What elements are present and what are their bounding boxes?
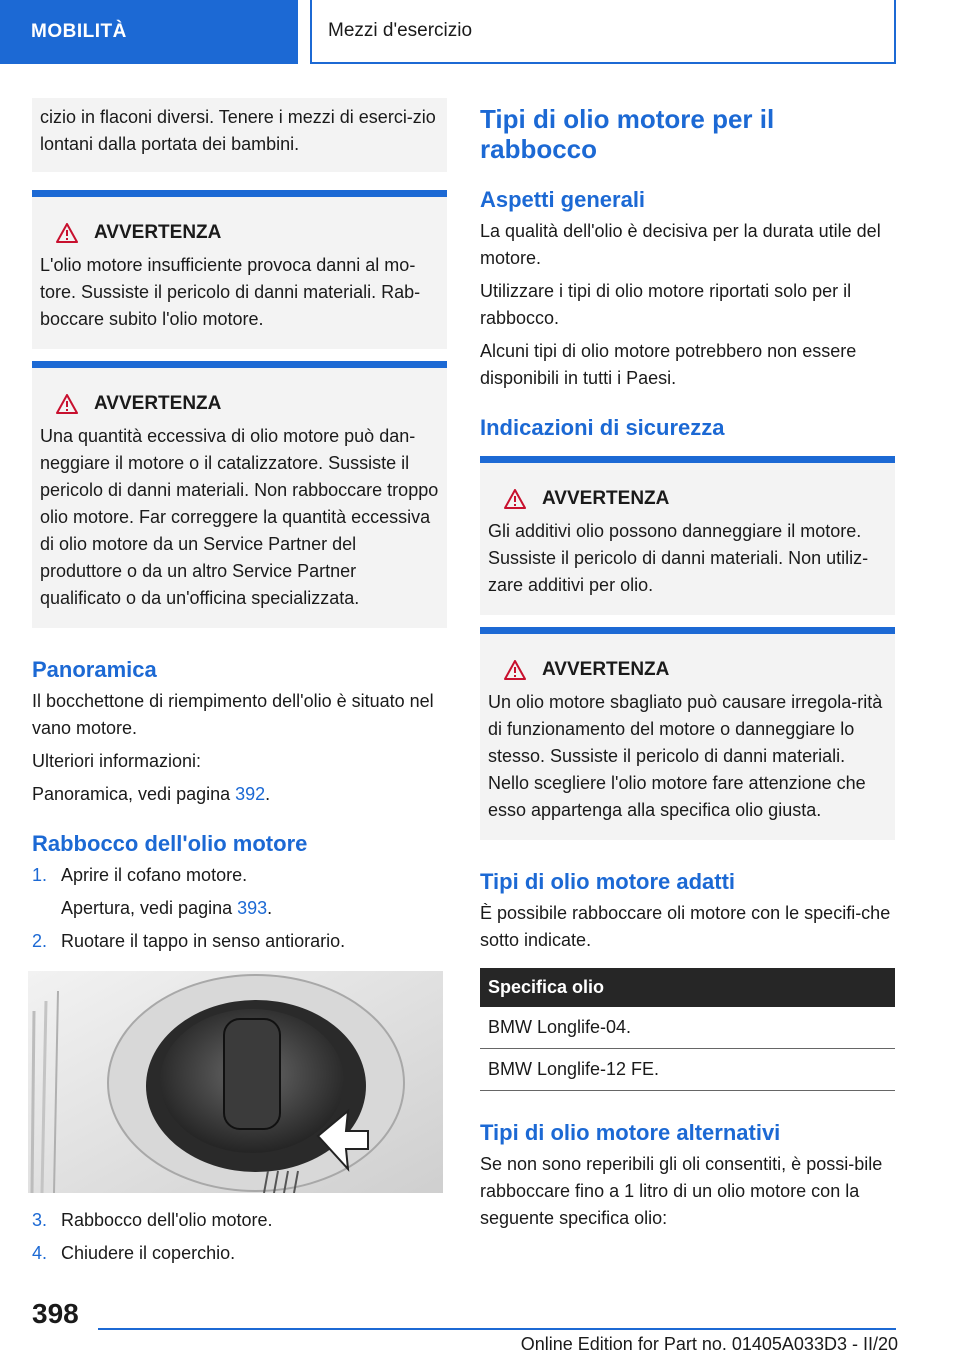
steps-list-continued (32, 1207, 447, 1267)
intro-text: cizio in flaconi diversi. Tenere i mezzi di eserci-zio lontani dalla portata dei bambini. (40, 107, 436, 154)
step-subtext (61, 895, 447, 922)
footer-divider (98, 1328, 896, 1330)
table-row (480, 1007, 895, 1049)
heading-rabbocco: Rabbocco dell'olio motore (32, 831, 308, 856)
intro-box (32, 98, 447, 172)
warning-triangle-icon (56, 223, 78, 243)
list-item (32, 928, 447, 955)
oil-spec-table (480, 968, 895, 1091)
heading-generali: Aspetti generali (480, 187, 646, 212)
step-text: Rabbocco dell'olio motore. (61, 1210, 273, 1230)
page-link-393[interactable]: 393 (237, 898, 268, 918)
page-link-392[interactable]: 392 (235, 784, 266, 804)
heading-sicurezza: Indicazioni di sicurezza (480, 415, 725, 440)
ref-suffix: . (265, 784, 271, 804)
oil-filler-cap-illustration (28, 971, 443, 1193)
warning-title-row (488, 485, 887, 512)
table-header-cell: Specifica olio (480, 968, 895, 1007)
warning-title-row (40, 390, 439, 417)
section-tab (0, 0, 298, 64)
warning-title-row (488, 656, 887, 683)
warning-triangle-icon (56, 394, 78, 414)
edition-note: Online Edition for Part no. 01405A033D3 - II/20 (520, 1334, 898, 1354)
warning-title: AVVERTENZA (542, 488, 670, 509)
table-header-row (480, 968, 895, 1007)
paragraph: È possibile rabboccare oli motore con le specifi-che sotto indicate. (480, 903, 891, 950)
right-column (480, 104, 895, 1238)
step-number: 3. (32, 1210, 48, 1230)
chapter-header (310, 0, 896, 64)
list-item (32, 1207, 447, 1234)
warning-title: AVVERTENZA (94, 222, 222, 243)
section-title: MOBILITÀ (31, 21, 127, 42)
warning-text: L'olio motore insufficiente provoca danni al mo-tore. Sussiste il pericolo di danni materiali. Rab-boccare subito l'olio motore. (40, 255, 421, 329)
table-cell: BMW Longlife-12 FE. (480, 1049, 895, 1091)
steps-list (32, 862, 447, 955)
paragraph: Il bocchettone di riempimento dell'olio è situato nel vano motore. (32, 691, 434, 738)
step-text: Chiudere il coperchio. (61, 1243, 236, 1263)
paragraph-page-ref (32, 781, 447, 808)
oil-cap-drawing (28, 971, 443, 1193)
table-cell: BMW Longlife-04. (480, 1007, 895, 1049)
paragraph: Ulteriori informazioni: (32, 751, 202, 771)
warning-box-excess-oil (32, 361, 447, 628)
step-number: 4. (32, 1243, 48, 1263)
warning-triangle-icon (504, 489, 526, 509)
warning-title: AVVERTENZA (94, 393, 222, 414)
step-number: 1. (32, 865, 48, 885)
paragraph: Utilizzare i tipi di olio motore riportati solo per il rabbocco. (480, 281, 852, 328)
warning-title-row (40, 219, 439, 246)
warning-text: Una quantità eccessiva di olio motore può dan-neggiare il motore o il catalizzatore. Sussiste il pericolo di danni materiali. Non rabboccare troppo olio motore. Far correggere la quantità eccessiva di olio motore da un Service Partner del produttore o da un altro Service Partner qualificato o da un'officina specializzata. (40, 426, 439, 608)
list-item (32, 862, 447, 922)
heading-adatti: Tipi di olio motore adatti (480, 869, 736, 894)
heading-alternativi: Tipi di olio motore alternativi (480, 1120, 781, 1145)
page-number: 398 (32, 1298, 79, 1329)
step-text: Ruotare il tappo in senso antiorario. (61, 931, 346, 951)
warning-title: AVVERTENZA (542, 659, 670, 680)
step-text: Aprire il cofano motore. (61, 865, 248, 885)
page-title: Tipi di olio motore per il rabbocco (480, 104, 775, 164)
warning-box-low-oil (32, 190, 447, 349)
left-column (32, 98, 447, 1273)
table-row (480, 1049, 895, 1091)
warning-box-additives (480, 456, 895, 615)
paragraph: Se non sono reperibili gli oli consentiti, è possi-bile rabboccare fino a 1 litro di un olio motore con la seguente specifica olio: (480, 1154, 883, 1228)
step-number: 2. (32, 931, 48, 951)
warning-triangle-icon (504, 660, 526, 680)
chapter-title: Mezzi d'esercizio (328, 20, 473, 41)
ref-prefix: Panoramica, vedi pagina (32, 784, 236, 804)
heading-panoramica: Panoramica (32, 657, 157, 682)
ref-suffix: . (267, 898, 273, 918)
warning-text: Gli additivi olio possono danneggiare il motore. Sussiste il pericolo di danni materiali. Non utiliz-zare additivi per olio. (488, 521, 869, 595)
ref-prefix: Apertura, vedi pagina (61, 898, 238, 918)
paragraph: La qualità dell'olio è decisiva per la durata utile del motore. (480, 221, 881, 268)
warning-text: Un olio motore sbagliato può causare irregola-rità di funzionamento del motore o danneggiare lo stesso. Sussiste il pericolo di danni materiali. Nello scegliere l'olio motore fare attenzione che esso appartenga alla specifica olio giusta. (488, 692, 883, 820)
warning-box-wrong-oil (480, 627, 895, 840)
list-item (32, 1240, 447, 1267)
paragraph: Alcuni tipi di olio motore potrebbero non essere disponibili in tutti i Paesi. (480, 341, 857, 388)
